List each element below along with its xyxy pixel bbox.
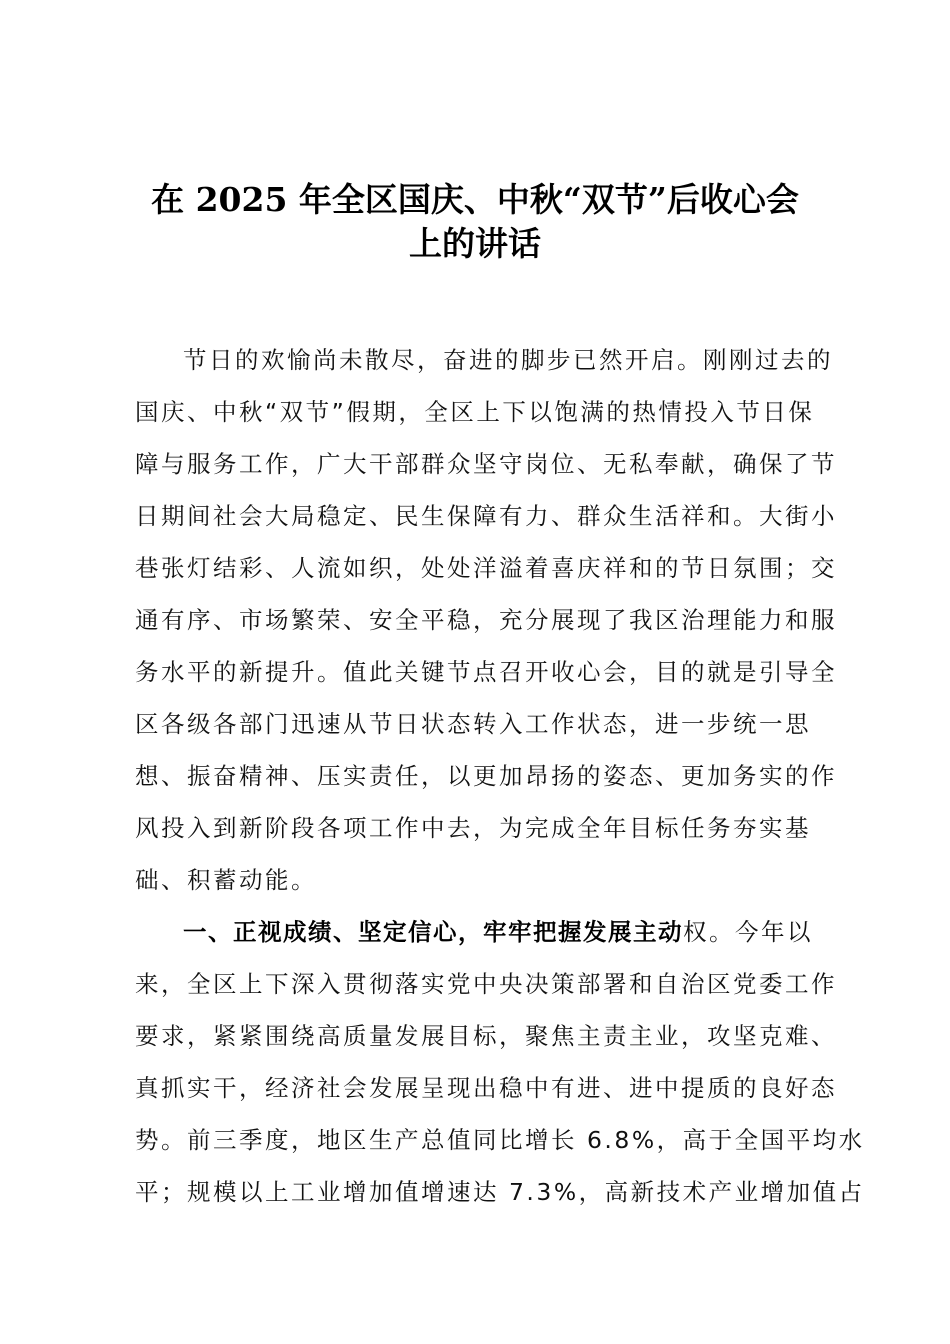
text-line: 区各级各部门迅速从节日状态转入工作状态，进一步统一思 (135, 710, 811, 738)
text-line: 础、积蓄动能。 (135, 866, 317, 894)
text-line: 势。前三季度，地区生产总值同比增长 6.8%，高于全国平均水 (135, 1126, 865, 1154)
text-line: 想、振奋精神、压实责任，以更加昂扬的姿态、更加务实的作 (135, 762, 837, 790)
text-line: 障与服务工作，广大干部群众坚守岗位、无私奉献，确保了节 (135, 450, 837, 478)
text-line: 要求，紧紧围绕高质量发展目标，聚焦主责主业，攻坚克难、 (135, 1022, 837, 1050)
text-line: 来，全区上下深入贯彻落实党中央决策部署和自治区党委工作 (135, 970, 837, 998)
text-line: 国庆、中秋“双节”假期，全区上下以饱满的热情投入节日保 (135, 398, 815, 426)
paragraph-intro (135, 334, 837, 906)
text-line: 节日的欢愉尚未散尽，奋进的脚步已然开启。刚刚过去的 (183, 346, 833, 374)
title-line-1: 在 2025 年全区国庆、中秋“双节”后收心会 (151, 180, 799, 219)
text-line: 通有序、市场繁荣、安全平稳，充分展现了我区治理能力和服 (135, 606, 837, 634)
title-line-2: 上的讲话 (409, 224, 541, 263)
text-line: 日期间社会大局稳定、民生保障有力、群众生活祥和。大街小 (135, 502, 837, 530)
document-body (135, 334, 865, 1218)
document-title (120, 178, 830, 266)
text-line: 平；规模以上工业增加值增速达 7.3%，高新技术产业增加值占 (135, 1178, 865, 1206)
section-heading: 一、正视成绩、坚定信心，牢牢把握发展主动 (183, 918, 683, 946)
section-heading-tail: 权。今年以 (683, 918, 813, 946)
text-line: 真抓实干，经济社会发展呈现出稳中有进、进中提质的良好态 (135, 1074, 837, 1102)
text-line: 务水平的新提升。值此关键节点召开收心会，目的就是引导全 (135, 658, 837, 686)
paragraph-section-1 (135, 906, 865, 1218)
text-line: 巷张灯结彩、人流如织，处处洋溢着喜庆祥和的节日氛围；交 (135, 554, 837, 582)
section-heading-line (135, 906, 825, 958)
text-line: 风投入到新阶段各项工作中去，为完成全年目标任务夯实基 (135, 814, 811, 842)
